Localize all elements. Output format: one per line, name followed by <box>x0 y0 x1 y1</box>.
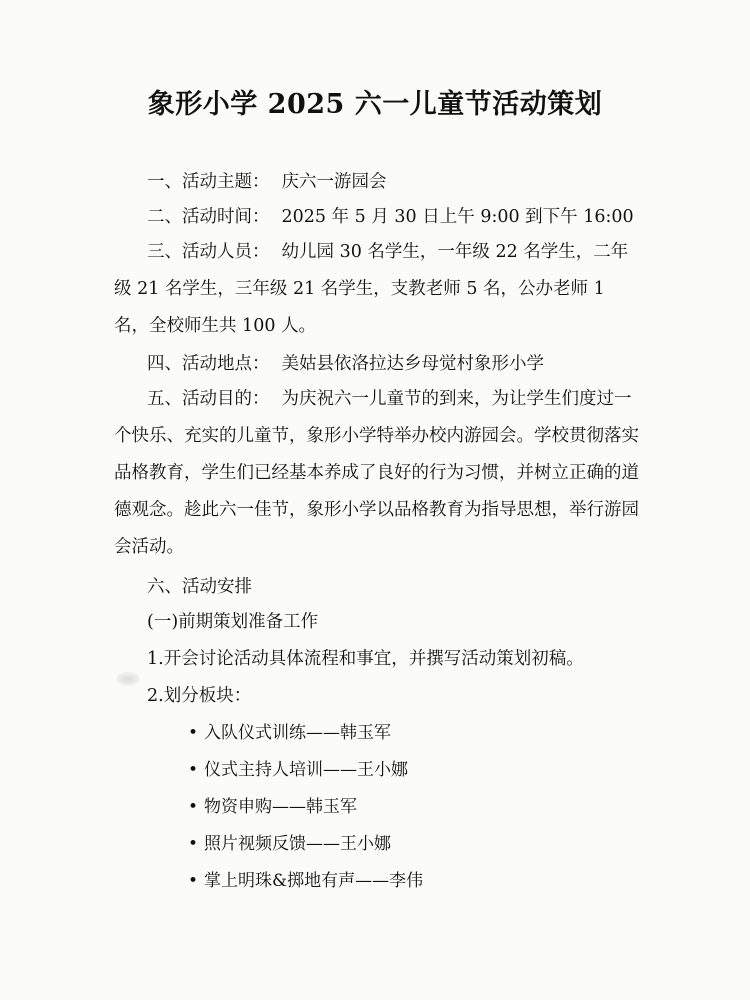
list-item-text: 照片视频反馈——王小娜 <box>204 834 392 854</box>
list-item <box>188 758 423 795</box>
item-label: 三、活动人员： <box>147 242 270 262</box>
bullet-icon: • <box>188 723 199 743</box>
list-item-text: 掌上明珠&掷地有声——李伟 <box>204 871 424 891</box>
step-text: 1.开会讨论活动具体流程和事宜，并撰写活动策划初稿。 <box>147 649 584 669</box>
item-time <box>147 205 634 229</box>
list-item <box>188 869 423 906</box>
document-title: 象形小学 2025 六一儿童节活动策划 <box>147 89 603 120</box>
item-value: 美姑县依洛拉达乡母觉村象形小学 <box>281 354 544 374</box>
list-item <box>188 795 423 832</box>
item-value: 幼儿园 30 名学生，一年级 22 名学生，二年级 21 名学生，三年级 21 名学生，支教老师 5 名，公办老师 1 名，全校师生共 100 人。 <box>114 242 629 336</box>
item-label: 一、活动主题： <box>147 172 270 192</box>
bullet-icon: • <box>188 871 199 891</box>
item-label: 二、活动时间： <box>147 207 270 227</box>
item-location <box>147 352 544 376</box>
list-item-text: 仪式主持人培训——王小娜 <box>204 760 409 780</box>
item-value: 庆六一游园会 <box>281 172 387 192</box>
subsection-heading: (一)前期策划准备工作 <box>147 612 319 632</box>
item-value: 为庆祝六一儿童节的到来，为让学生们度过一个快乐、充实的儿童节，象形小学特举办校内游园会。学校贯彻落实品格教育，学生们已经基本养成了良好的行为习惯，并树立正确的道德观念。趁此六一佳节，象形小学以品格教育为指导思想，举行游园会活动。 <box>114 389 639 557</box>
step-text: 2.划分板块： <box>147 686 252 706</box>
bullet-icon: • <box>188 797 199 817</box>
bullet-icon: • <box>188 760 199 780</box>
item-label: 五、活动目的： <box>147 389 270 409</box>
list-item <box>188 832 423 869</box>
item-theme <box>147 170 387 194</box>
list-item-text: 入队仪式训练——韩玉军 <box>204 723 392 743</box>
bullet-icon: • <box>188 834 199 854</box>
section-heading: 六、活动安排 <box>147 577 252 597</box>
item-purpose <box>114 381 644 566</box>
task-list <box>188 721 423 906</box>
item-label: 四、活动地点： <box>147 354 270 374</box>
list-item <box>188 721 423 758</box>
scan-smudge <box>116 672 140 686</box>
item-participants <box>114 234 644 345</box>
list-item-text: 物资申购——韩玉军 <box>204 797 358 817</box>
item-value: 2025 年 5 月 30 日上午 9:00 到下午 16:00 <box>281 207 634 227</box>
